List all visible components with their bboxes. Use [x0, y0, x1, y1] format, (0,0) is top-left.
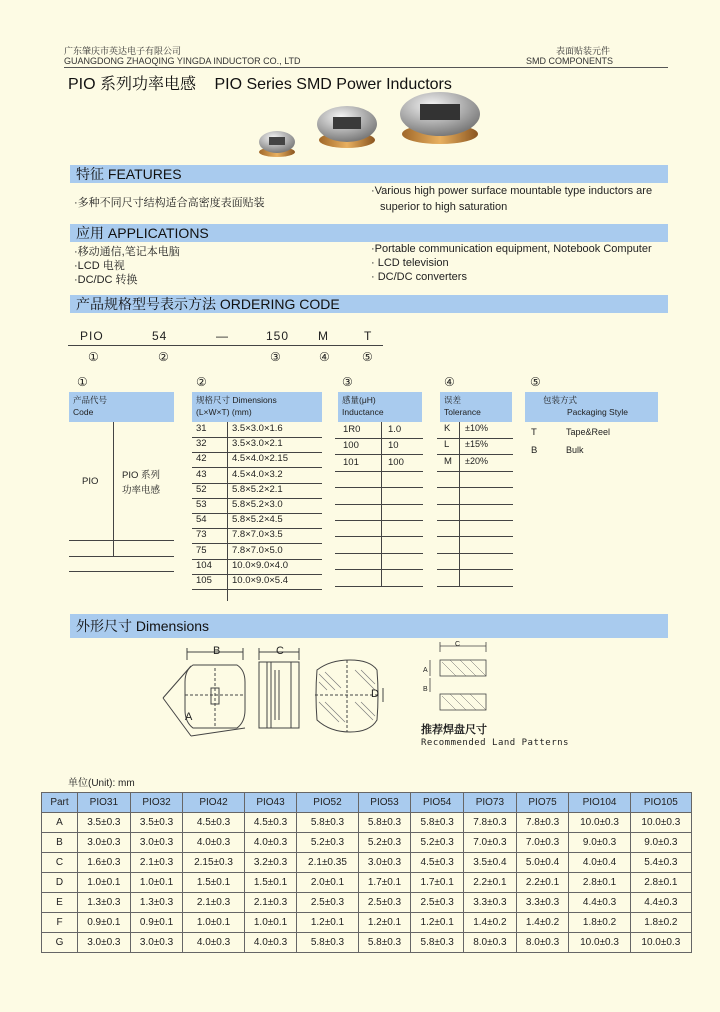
inductance-rule: [335, 438, 423, 439]
table-cell: 5.8±0.3: [297, 933, 358, 953]
code-header: [69, 392, 174, 422]
table-header-cell: PIO31: [78, 793, 131, 813]
land-pattern-drawing: [420, 638, 500, 718]
tolerance-num: ④: [444, 375, 455, 389]
table-cell: 1.0±0.1: [130, 873, 183, 893]
table-row: [42, 873, 692, 893]
inductance-header: [338, 392, 422, 422]
code-part-size: 54: [152, 329, 168, 343]
table-header-cell: PIO53: [358, 793, 411, 813]
dims-value: 4.5×4.0×2.15: [232, 453, 288, 465]
table-cell: 4.5±0.3: [244, 813, 297, 833]
inductance-rule: [335, 586, 423, 587]
dims-value: 5.8×5.2×3.0: [232, 499, 283, 510]
table-cell: 4.0±0.3: [244, 933, 297, 953]
inductance-rule: [335, 569, 423, 570]
code-desc-2: 功率电感: [122, 485, 161, 496]
features-heading: 特征 FEATURES: [70, 165, 668, 183]
table-cell: 2.1±0.3: [183, 893, 244, 913]
table-cell: 4.4±0.3: [569, 893, 630, 913]
label-d: D: [371, 688, 379, 700]
header-divider: [64, 67, 668, 68]
table-cell: G: [42, 933, 78, 953]
table-cell: 1.4±0.2: [464, 913, 517, 933]
components-cn: 表面贴装元件: [556, 46, 611, 56]
table-cell: 1.4±0.2: [516, 913, 569, 933]
dims-code: 54: [196, 514, 207, 526]
table-row: [42, 913, 692, 933]
tolerance-header: [440, 392, 512, 422]
table-cell: 9.0±0.3: [630, 833, 691, 853]
tolerance-header-en: Tolerance: [444, 407, 481, 417]
table-cell: 1.8±0.2: [569, 913, 630, 933]
label-a: A: [185, 711, 193, 723]
packaging-header: [525, 392, 658, 422]
inductance-header-cn: 感量(μH): [342, 395, 376, 405]
table-cell: 3.2±0.3: [244, 853, 297, 873]
table-header-cell: PIO75: [516, 793, 569, 813]
components-en: SMD COMPONENTS: [526, 56, 614, 66]
table-cell: 1.0±0.1: [183, 913, 244, 933]
code-rule-2: [69, 556, 174, 557]
table-cell: D: [42, 873, 78, 893]
table-cell: 2.2±0.1: [516, 873, 569, 893]
inductance-rule: [335, 471, 423, 472]
land-pattern-cn: 推荐焊盘尺寸: [421, 724, 487, 736]
table-cell: 1.2±0.1: [297, 913, 358, 933]
product-photo: [255, 92, 485, 162]
inductance-rule: [335, 454, 423, 455]
table-cell: 10.0±0.3: [569, 813, 630, 833]
table-cell: 2.5±0.3: [358, 893, 411, 913]
dims-code: 105: [196, 575, 212, 586]
dims-header: [192, 392, 322, 422]
company-name-en: GUANGDONG ZHAOQING YINGDA INDUCTOR CO., LTD: [64, 56, 301, 66]
table-header-cell: PIO54: [411, 793, 464, 813]
app-en-3: · DC/DC converters: [371, 271, 467, 283]
code-part-inductance: 150: [266, 329, 290, 343]
table-cell: 5.8±0.3: [358, 933, 411, 953]
table-header-cell: PIO52: [297, 793, 358, 813]
table-cell: 3.0±0.3: [358, 853, 411, 873]
dims-code: 52: [196, 483, 207, 495]
table-cell: F: [42, 913, 78, 933]
land-pattern-en: Recommended Land Patterns: [421, 738, 569, 748]
tolerance-header-cn: 误差: [444, 395, 462, 405]
table-row: [42, 833, 692, 853]
inductance-num: ③: [342, 375, 353, 389]
table-cell: 3.0±0.3: [78, 833, 131, 853]
inductance-rule: [335, 536, 423, 537]
tolerance-rule: [437, 471, 513, 472]
circle-4: ④: [319, 350, 330, 364]
table-header-cell: PIO73: [464, 793, 517, 813]
table-cell: 3.5±0.3: [130, 813, 183, 833]
code-part-prefix: PIO: [80, 329, 104, 343]
table-cell: B: [42, 833, 78, 853]
table-cell: 7.0±0.3: [516, 833, 569, 853]
tolerance-value: ±10%: [465, 423, 488, 433]
dims-value: 5.8×5.2×2.1: [232, 483, 283, 495]
table-header-cell: PIO42: [183, 793, 244, 813]
table-cell: 5.2±0.3: [411, 833, 464, 853]
inductance-code: 100: [343, 440, 359, 452]
table-cell: 5.8±0.3: [411, 813, 464, 833]
table-cell: 1.8±0.2: [630, 913, 691, 933]
table-cell: 4.0±0.3: [244, 833, 297, 853]
table-cell: 1.3±0.3: [78, 893, 131, 913]
table-cell: 3.5±0.3: [78, 813, 131, 833]
tolerance-rule: [437, 569, 513, 570]
table-cell: 3.0±0.3: [130, 933, 183, 953]
inductance-rule: [335, 553, 423, 554]
dims-code: 43: [196, 468, 207, 480]
code-divider: [113, 422, 114, 556]
land-label-b: B: [423, 686, 428, 693]
app-cn-1: ·移动通信,笔记本电脑: [74, 246, 180, 258]
code-desc-1: PIO 系列: [122, 470, 161, 481]
tolerance-rule: [437, 536, 513, 537]
dimension-drawing: [155, 640, 395, 750]
dims-value: 10.0×9.0×4.0: [232, 559, 288, 571]
table-header-cell: PIO105: [630, 793, 691, 813]
dims-value: 7.8×7.0×3.5: [232, 529, 283, 541]
code-part-packaging: T: [364, 329, 373, 343]
table-cell: 1.5±0.1: [183, 873, 244, 893]
applications-heading: 应用 APPLICATIONS: [70, 224, 668, 242]
table-cell: 4.4±0.3: [630, 893, 691, 913]
table-cell: 2.5±0.3: [411, 893, 464, 913]
dims-code: 73: [196, 529, 207, 541]
tolerance-code: L: [444, 439, 450, 451]
inductance-value: 1.0: [388, 424, 402, 435]
label-c: C: [276, 645, 284, 657]
code-part-dash: —: [216, 329, 229, 343]
circle-5: ⑤: [362, 350, 373, 364]
app-en-1: ·Portable communication equipment, Notebook Computer: [371, 243, 652, 255]
title-cn: PIO 系列功率电感: [68, 76, 197, 93]
inductance-header-en: Inductance: [342, 407, 384, 417]
table-cell: A: [42, 813, 78, 833]
table-cell: 4.0±0.4: [569, 853, 630, 873]
table-row: [42, 853, 692, 873]
table-cell: 1.2±0.1: [411, 913, 464, 933]
code-header-en: Code: [73, 407, 94, 417]
table-cell: 8.0±0.3: [516, 933, 569, 953]
label-b: B: [213, 645, 221, 657]
dimensions-heading: 外形尺寸 Dimensions: [70, 614, 668, 638]
title-en: PIO Series SMD Power Inductors: [214, 76, 452, 93]
table-cell: 4.5±0.3: [183, 813, 244, 833]
dimension-table: [41, 792, 692, 953]
table-header-cell: PIO43: [244, 793, 297, 813]
dims-code: 32: [196, 438, 207, 450]
table-cell: 10.0±0.3: [569, 933, 630, 953]
table-cell: 4.0±0.3: [183, 933, 244, 953]
dims-num: ②: [196, 375, 207, 389]
code-header-cn: 产品代号: [73, 395, 108, 405]
table-cell: 9.0±0.3: [569, 833, 630, 853]
table-cell: 5.0±0.4: [516, 853, 569, 873]
table-cell: 1.0±0.1: [78, 873, 131, 893]
table-cell: 4.0±0.3: [183, 833, 244, 853]
tolerance-value: ±15%: [465, 439, 488, 450]
code-rule-3: [69, 571, 174, 572]
inductance-value: 10: [388, 440, 399, 452]
table-cell: 7.8±0.3: [464, 813, 517, 833]
dims-value: 4.5×4.0×3.2: [232, 468, 283, 480]
table-cell: 10.0±0.3: [630, 933, 691, 953]
table-cell: 1.3±0.3: [130, 893, 183, 913]
app-en-2: · LCD television: [371, 257, 449, 269]
table-cell: 2.15±0.3: [183, 853, 244, 873]
table-cell: 8.0±0.3: [464, 933, 517, 953]
table-cell: 2.1±0.3: [244, 893, 297, 913]
packaging-num: ⑤: [530, 375, 541, 389]
inductance-rule: [335, 487, 423, 488]
table-header-cell: Part: [42, 793, 78, 813]
table-cell: 5.2±0.3: [358, 833, 411, 853]
table-row: [42, 893, 692, 913]
table-header-row: [42, 793, 692, 813]
table-cell: 1.7±0.1: [411, 873, 464, 893]
packaging-code-1: T: [531, 427, 537, 438]
packaging-header-en: Packaging Style: [567, 407, 628, 417]
dims-code: 75: [196, 544, 207, 556]
inductance-rule: [335, 520, 423, 521]
tolerance-code: K: [444, 423, 451, 434]
unit-label: 单位(Unit): mm: [68, 778, 135, 789]
dims-rule: [192, 589, 322, 590]
page-title: [68, 71, 452, 94]
tolerance-rule: [437, 487, 513, 488]
features-en-2: superior to high saturation: [380, 201, 508, 213]
dims-header-cn: 规格尺寸 Dimensions: [196, 395, 277, 405]
tolerance-rule: [437, 586, 513, 587]
tolerance-code: M: [444, 455, 452, 467]
table-cell: 5.8±0.3: [411, 933, 464, 953]
table-cell: 7.0±0.3: [464, 833, 517, 853]
app-cn-3: ·DC/DC 转换: [74, 274, 138, 286]
dims-code: 31: [196, 423, 207, 434]
tolerance-value: ±20%: [465, 455, 488, 466]
table-cell: 2.1±0.3: [130, 853, 183, 873]
table-cell: 1.6±0.3: [78, 853, 131, 873]
table-cell: 5.4±0.3: [630, 853, 691, 873]
table-cell: C: [42, 853, 78, 873]
circle-2: ②: [158, 350, 169, 364]
ordering-heading: 产品规格型号表示方法 ORDERING CODE: [70, 295, 668, 313]
dims-value: 3.5×3.0×2.1: [232, 438, 283, 450]
dims-value: 10.0×9.0×5.4: [232, 575, 288, 586]
table-cell: 3.0±0.3: [130, 833, 183, 853]
tolerance-rule: [437, 553, 513, 554]
code-rule-1: [69, 540, 174, 541]
table-cell: 5.8±0.3: [297, 813, 358, 833]
packaging-header-cn: 包装方式: [543, 395, 578, 405]
packaging-code-2: B: [531, 445, 538, 456]
circle-1: ①: [88, 350, 99, 364]
dims-header-en: (L×W×T) (mm): [196, 407, 252, 417]
packaging-desc-2: Bulk: [566, 445, 584, 455]
dims-code: 104: [196, 559, 212, 571]
table-cell: 2.5±0.3: [297, 893, 358, 913]
app-cn-2: ·LCD 电视: [74, 260, 125, 272]
land-label-a: A: [423, 667, 428, 674]
table-cell: 1.0±0.1: [244, 913, 297, 933]
table-cell: 3.3±0.3: [464, 893, 517, 913]
table-cell: 3.3±0.3: [516, 893, 569, 913]
code-part-tolerance: M: [318, 329, 329, 343]
table-cell: 2.0±0.1: [297, 873, 358, 893]
table-cell: 5.8±0.3: [358, 813, 411, 833]
dims-code: 42: [196, 453, 207, 465]
table-cell: 3.5±0.4: [464, 853, 517, 873]
table-cell: 0.9±0.1: [78, 913, 131, 933]
table-cell: 1.5±0.1: [244, 873, 297, 893]
table-cell: 2.8±0.1: [630, 873, 691, 893]
features-cn: ·多种不同尺寸结构适合高密度表面贴装: [74, 197, 265, 209]
table-cell: 2.8±0.1: [569, 873, 630, 893]
table-cell: 2.2±0.1: [464, 873, 517, 893]
dims-code: 53: [196, 499, 207, 510]
code-value: PIO: [82, 476, 99, 487]
land-label-c: C: [455, 641, 461, 648]
inductance-value: 100: [388, 456, 404, 468]
code-num: ①: [77, 375, 88, 389]
table-header-cell: PIO32: [130, 793, 183, 813]
table-cell: 7.8±0.3: [516, 813, 569, 833]
code-underline: [68, 345, 383, 346]
table-cell: 4.5±0.3: [411, 853, 464, 873]
table-cell: 10.0±0.3: [630, 813, 691, 833]
table-cell: E: [42, 893, 78, 913]
table-cell: 1.2±0.1: [358, 913, 411, 933]
table-cell: 2.1±0.35: [297, 853, 358, 873]
packaging-desc-1: Tape&Reel: [566, 427, 611, 437]
dims-value: 5.8×5.2×4.5: [232, 514, 283, 526]
features-en-1: ·Various high power surface mountable type inductors are: [371, 185, 653, 197]
table-cell: 3.0±0.3: [78, 933, 131, 953]
circle-3: ③: [270, 350, 281, 364]
dims-value: 7.8×7.0×5.0: [232, 544, 283, 556]
inductance-rule: [335, 504, 423, 505]
table-cell: 1.7±0.1: [358, 873, 411, 893]
table-cell: 5.2±0.3: [297, 833, 358, 853]
table-cell: 0.9±0.1: [130, 913, 183, 933]
inductance-code: 101: [343, 456, 359, 468]
dims-value: 3.5×3.0×1.6: [232, 423, 283, 434]
tolerance-rule: [437, 504, 513, 505]
company-name-cn: 广东肇庆市英达电子有限公司: [64, 46, 182, 56]
table-row: [42, 933, 692, 953]
tolerance-rule: [437, 520, 513, 521]
table-row: [42, 813, 692, 833]
table-header-cell: PIO104: [569, 793, 630, 813]
inductance-code: 1R0: [343, 424, 361, 435]
